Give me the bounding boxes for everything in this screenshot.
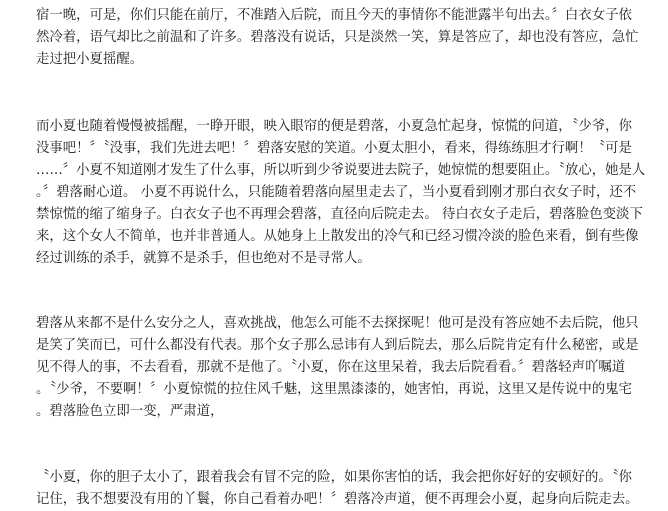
text-line: 而小夏也随着慢慢被摇醒，一睁开眼，映入眼帘的便是碧落，小夏急忙起身，惊慌的问道，〝少爷，你 [36, 119, 632, 134]
text-line: 碧落从来都不是什么安分之人，喜欢挑战，他怎么可能不去探探呢！他可是没有答应她不去后院，他只 [36, 316, 639, 331]
text-line: 记住，我不想要没有用的丫鬟，你自己看着办吧！〞碧落冷声道，便不再理会小夏，起身向后院走去。 [36, 492, 639, 507]
text-line: 宿一晚，可是，你们只能在前厅，不准踏入后院，而且今天的事情你不能泄露半句出去。〞白衣女子依 [36, 8, 632, 23]
text-line: ……〞小夏不知道刚才发生了什么事，所以听到少爷说要进去院子，她惊慌的想要阻止。〝放心，她是人 [36, 163, 646, 178]
text-line: 没事吧！〞〝没事，我们先进去吧！〞碧落安慰的笑道。小夏太胆小，看来，得练练胆才行啊！〝可是 [36, 141, 632, 156]
text-line: 经过训练的杀手，就算不是杀手，但也绝对不是寻常人。 [36, 251, 371, 266]
text-line: 禁惊慌的缩了缩身子。白衣女子也不再理会碧落，直径向后院走去。 待白衣女子走后，碧落脸色变淡下 [36, 207, 643, 222]
paragraph-2 [36, 116, 668, 270]
text-line: 是笑了笑而已，可什么都没有代表。那个女子那么忌讳有人到后院去，那么后院肯定有什么秘密，或是 [36, 338, 639, 353]
text-line: 〝小夏，你的胆子太小了，跟着我会有冒不完的险，如果你害怕的话，我会把你好好的安顿好的。〝你 [36, 470, 632, 485]
text-line: 见不得人的事，不去看看，那就不是他了。〝小夏，你在这里呆着，我去后院看看。〞碧落轻声吖嘱道 [36, 360, 626, 375]
text-line: 。碧落脸色立即一变，严肃道， [36, 404, 224, 419]
text-line: 来，这个女人不简单，也并非普通人。从她身上上散发出的冷气和已经习惯冷淡的脸色来看，倒有些像 [36, 229, 639, 244]
text-line: 。〞碧落耐心道。 小夏不再说什么，只能随着碧落向屋里走去了，当小夏看到刚才那白衣女子时，还不 [36, 185, 637, 200]
text-line: 走过把小夏摇醒。 [36, 52, 144, 67]
paragraph-3 [36, 313, 668, 423]
text-line: 。〝少爷，不要啊！〞小夏惊慌的拉住风千魅，这里黑漆漆的，她害怕，再说，这里又是传说中的鬼宅 [36, 382, 632, 397]
text-line: 然冷着，语气却比之前温和了许多。碧落没有说话，只是淡然一笑，算是答应了，却也没有答应，急忙 [36, 30, 639, 45]
paragraph-4 [36, 467, 668, 511]
paragraph-1 [36, 5, 668, 71]
